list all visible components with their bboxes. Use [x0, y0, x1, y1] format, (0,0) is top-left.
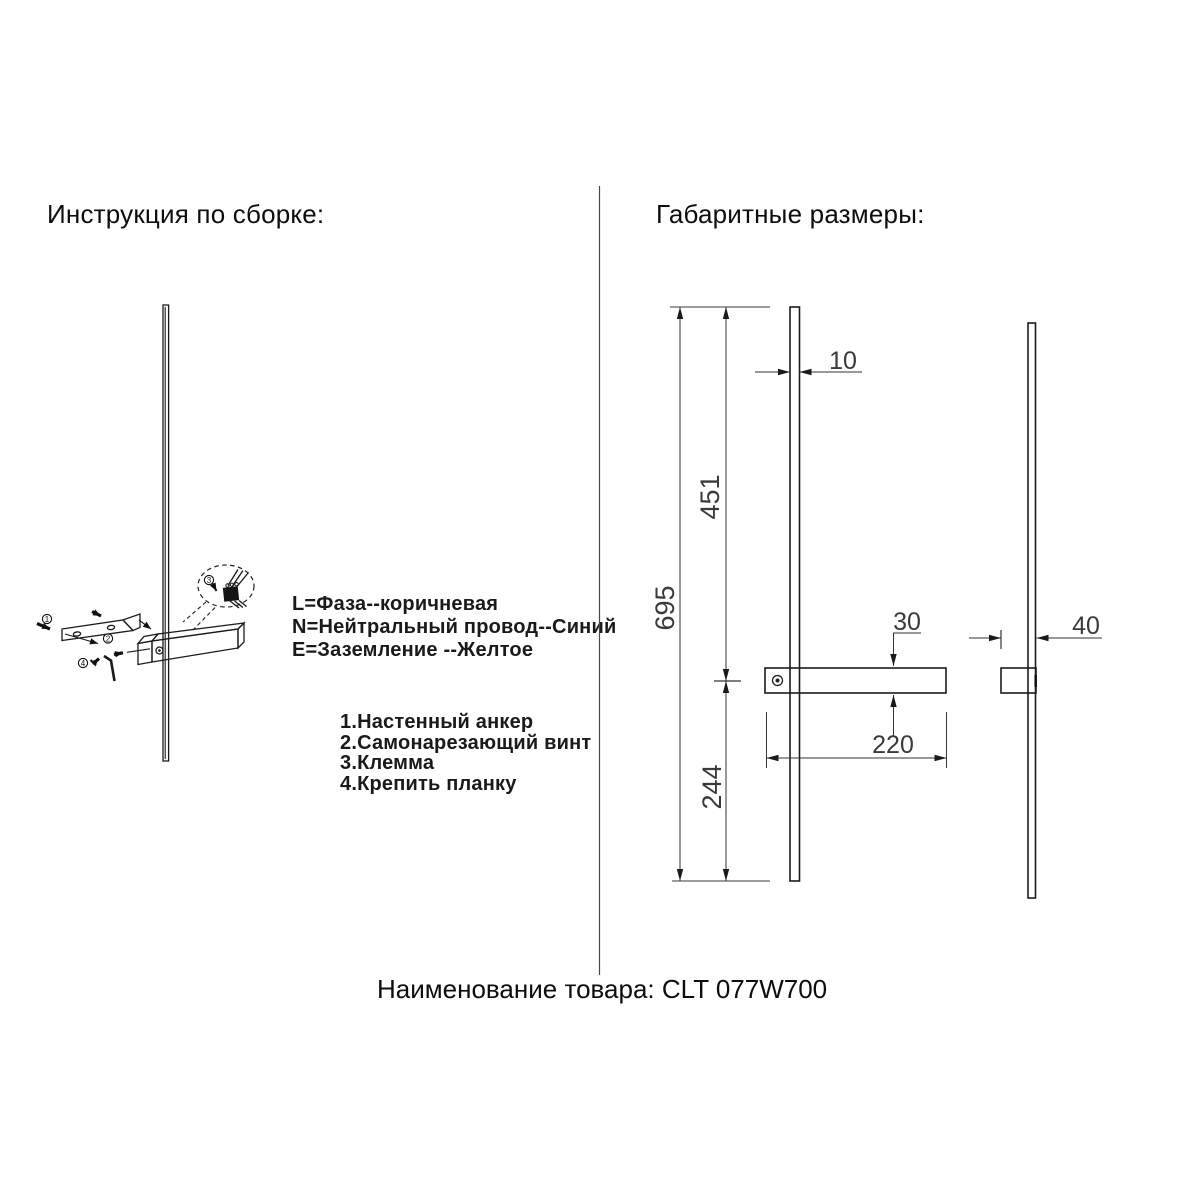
- lamp-tube-side: [1028, 323, 1036, 898]
- dim-label-30: 30: [893, 608, 921, 636]
- wiring-line-neutral: N=Нейтральный провод--Синий: [292, 616, 617, 638]
- assembly-title: Инструкция по сборке:: [47, 199, 325, 229]
- lamp-tube: [163, 305, 169, 761]
- plate-to-body-arrow: [139, 620, 151, 629]
- dim-label-10: 10: [829, 347, 857, 375]
- parts-item-screw: 2.Самонарезающий винт: [340, 731, 592, 754]
- assembly-view: [37, 305, 254, 761]
- front-dimension-view: [650, 307, 947, 881]
- side-screw: [114, 653, 123, 655]
- dimensions-title: Габаритные размеры:: [656, 199, 925, 229]
- parts-item-anchor: 1.Настенный анкер: [340, 711, 534, 733]
- dim-label-220: 220: [872, 731, 914, 759]
- wiring-line-ground: E=Заземление --Желтое: [292, 639, 534, 661]
- product-name-label: Наименование товара: CLT 077W700: [377, 974, 828, 1004]
- dim-label-244: 244: [697, 764, 727, 810]
- hex-key: [104, 656, 115, 681]
- callout-2-number: 2: [105, 634, 111, 644]
- wiring-line-phase: L=Фаза--коричневая: [292, 593, 499, 615]
- dim-label-695: 695: [650, 585, 680, 631]
- anchor-screw: [37, 624, 50, 630]
- tapping-screw: [92, 612, 101, 617]
- terminal-block: [223, 586, 239, 601]
- balloon-tail: [183, 602, 206, 622]
- lamp-body-end: [238, 623, 244, 648]
- parts-item-terminal: 3.Клемма: [340, 752, 435, 774]
- terminal-wire: [237, 573, 249, 587]
- bracket-screw-hole-center: [776, 679, 780, 683]
- body-screw-hole-center: [158, 649, 161, 652]
- mounting-plate: [62, 620, 133, 641]
- parts-item-bar: 4.Крепить планку: [340, 772, 517, 795]
- wall-bracket-front: [765, 668, 946, 693]
- lamp-tube-front: [790, 307, 800, 881]
- terminal-arrow: [213, 584, 217, 592]
- plate-hole: [73, 631, 81, 636]
- callout-1-number: 1: [44, 615, 50, 624]
- lamp-body-top: [152, 623, 244, 641]
- lamp-body-cap-front: [138, 641, 152, 665]
- dim-line-30-top: [894, 633, 922, 666]
- plate-hole: [107, 625, 115, 630]
- callout-3-number: 3: [206, 576, 212, 585]
- callout-4-number: 4: [80, 659, 86, 668]
- wall-bracket-side: [1001, 668, 1036, 693]
- mounting-plate-tab: [123, 614, 140, 631]
- dim-label-40: 40: [1072, 612, 1100, 640]
- dim-label-451: 451: [695, 474, 725, 520]
- side-dimension-view: [969, 323, 1102, 898]
